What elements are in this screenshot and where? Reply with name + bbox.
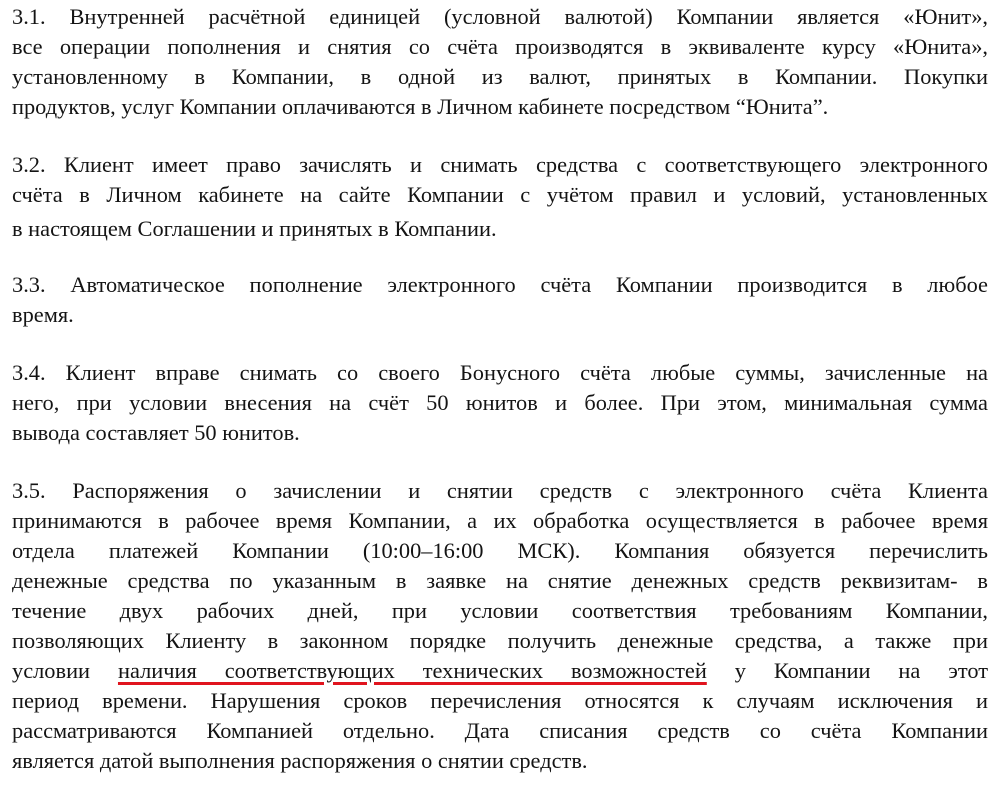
paragraph-gap [12,122,988,150]
paragraph-3-1 [12,2,988,122]
text-line: 3.4. Клиент вправе снимать со своего Бонусного счёта любые суммы, зачисленные на [12,360,988,385]
text-line: течение двух рабочих дней, при условии соответствия требованиям Компании, [12,598,988,623]
text-line: принимаются в рабочее время Компании, а их обработка осуществляется в рабочее время [12,508,988,533]
text-line: вывода составляет 50 юнитов. [12,420,300,445]
text-line: позволяющих Клиенту в законном порядке получить денежные средства, а также при [12,628,988,653]
text-segment: условии [12,658,118,683]
text-line: время. [12,302,74,327]
paragraph-3-3 [12,270,988,330]
underlined-text-line [12,656,988,686]
text-line: в настоящем Соглашении и принятых в Компании. [12,216,497,241]
paragraph-3-5 [12,476,988,776]
document-body [12,2,988,776]
text-line: период времени. Нарушения сроков перечисления относятся к случаям исключения и [12,688,988,713]
text-segment: у Компании на этот [706,658,989,683]
text-line: 3.5. Распоряжения о зачислении и снятии средств с электронного счёта Клиента [12,478,988,503]
paragraph-gap [12,330,988,358]
paragraph-gap [12,244,988,270]
text-line: денежные средства по указанным в заявке на снятие денежных средств реквизитам- в [12,568,988,593]
text-line: все операции пополнения и снятия со счёта производятся в эквиваленте курсу «Юнита», [12,34,988,59]
text-line: 3.1. Внутренней расчётной единицей (условной валютой) Компании является «Юнит», [12,4,988,29]
paragraph-3-4 [12,358,988,448]
text-line: счёта в Личном кабинете на сайте Компании с учётом правил и условий, установленных [12,182,988,207]
paragraph-gap [12,448,988,476]
paragraph-3-2 [12,150,988,244]
text-line: 3.2. Клиент имеет право зачислять и снимать средства с соответствующего электронного [12,152,988,177]
text-line: продуктов, услуг Компании оплачиваются в Личном кабинете посредством “Юнита”. [12,94,829,119]
text-line: отдела платежей Компании (10:00–16:00 МСК). Компания обязуется перечислить [12,538,988,563]
red-underlined-phrase: наличия соответствующих технических возможностей [117,658,707,683]
text-line: является датой выполнения распоряжения о снятии средств. [12,748,588,773]
text-line: рассматриваются Компанией отдельно. Дата списания средств со счёта Компании [12,718,988,743]
text-line: установленному в Компании, в одной из валют, принятых в Компании. Покупки [12,64,988,89]
text-line: 3.3. Автоматическое пополнение электронного счёта Компании производится в любое [12,272,988,297]
text-line: него, при условии внесения на счёт 50 юнитов и более. При этом, минимальная сумма [12,390,988,415]
